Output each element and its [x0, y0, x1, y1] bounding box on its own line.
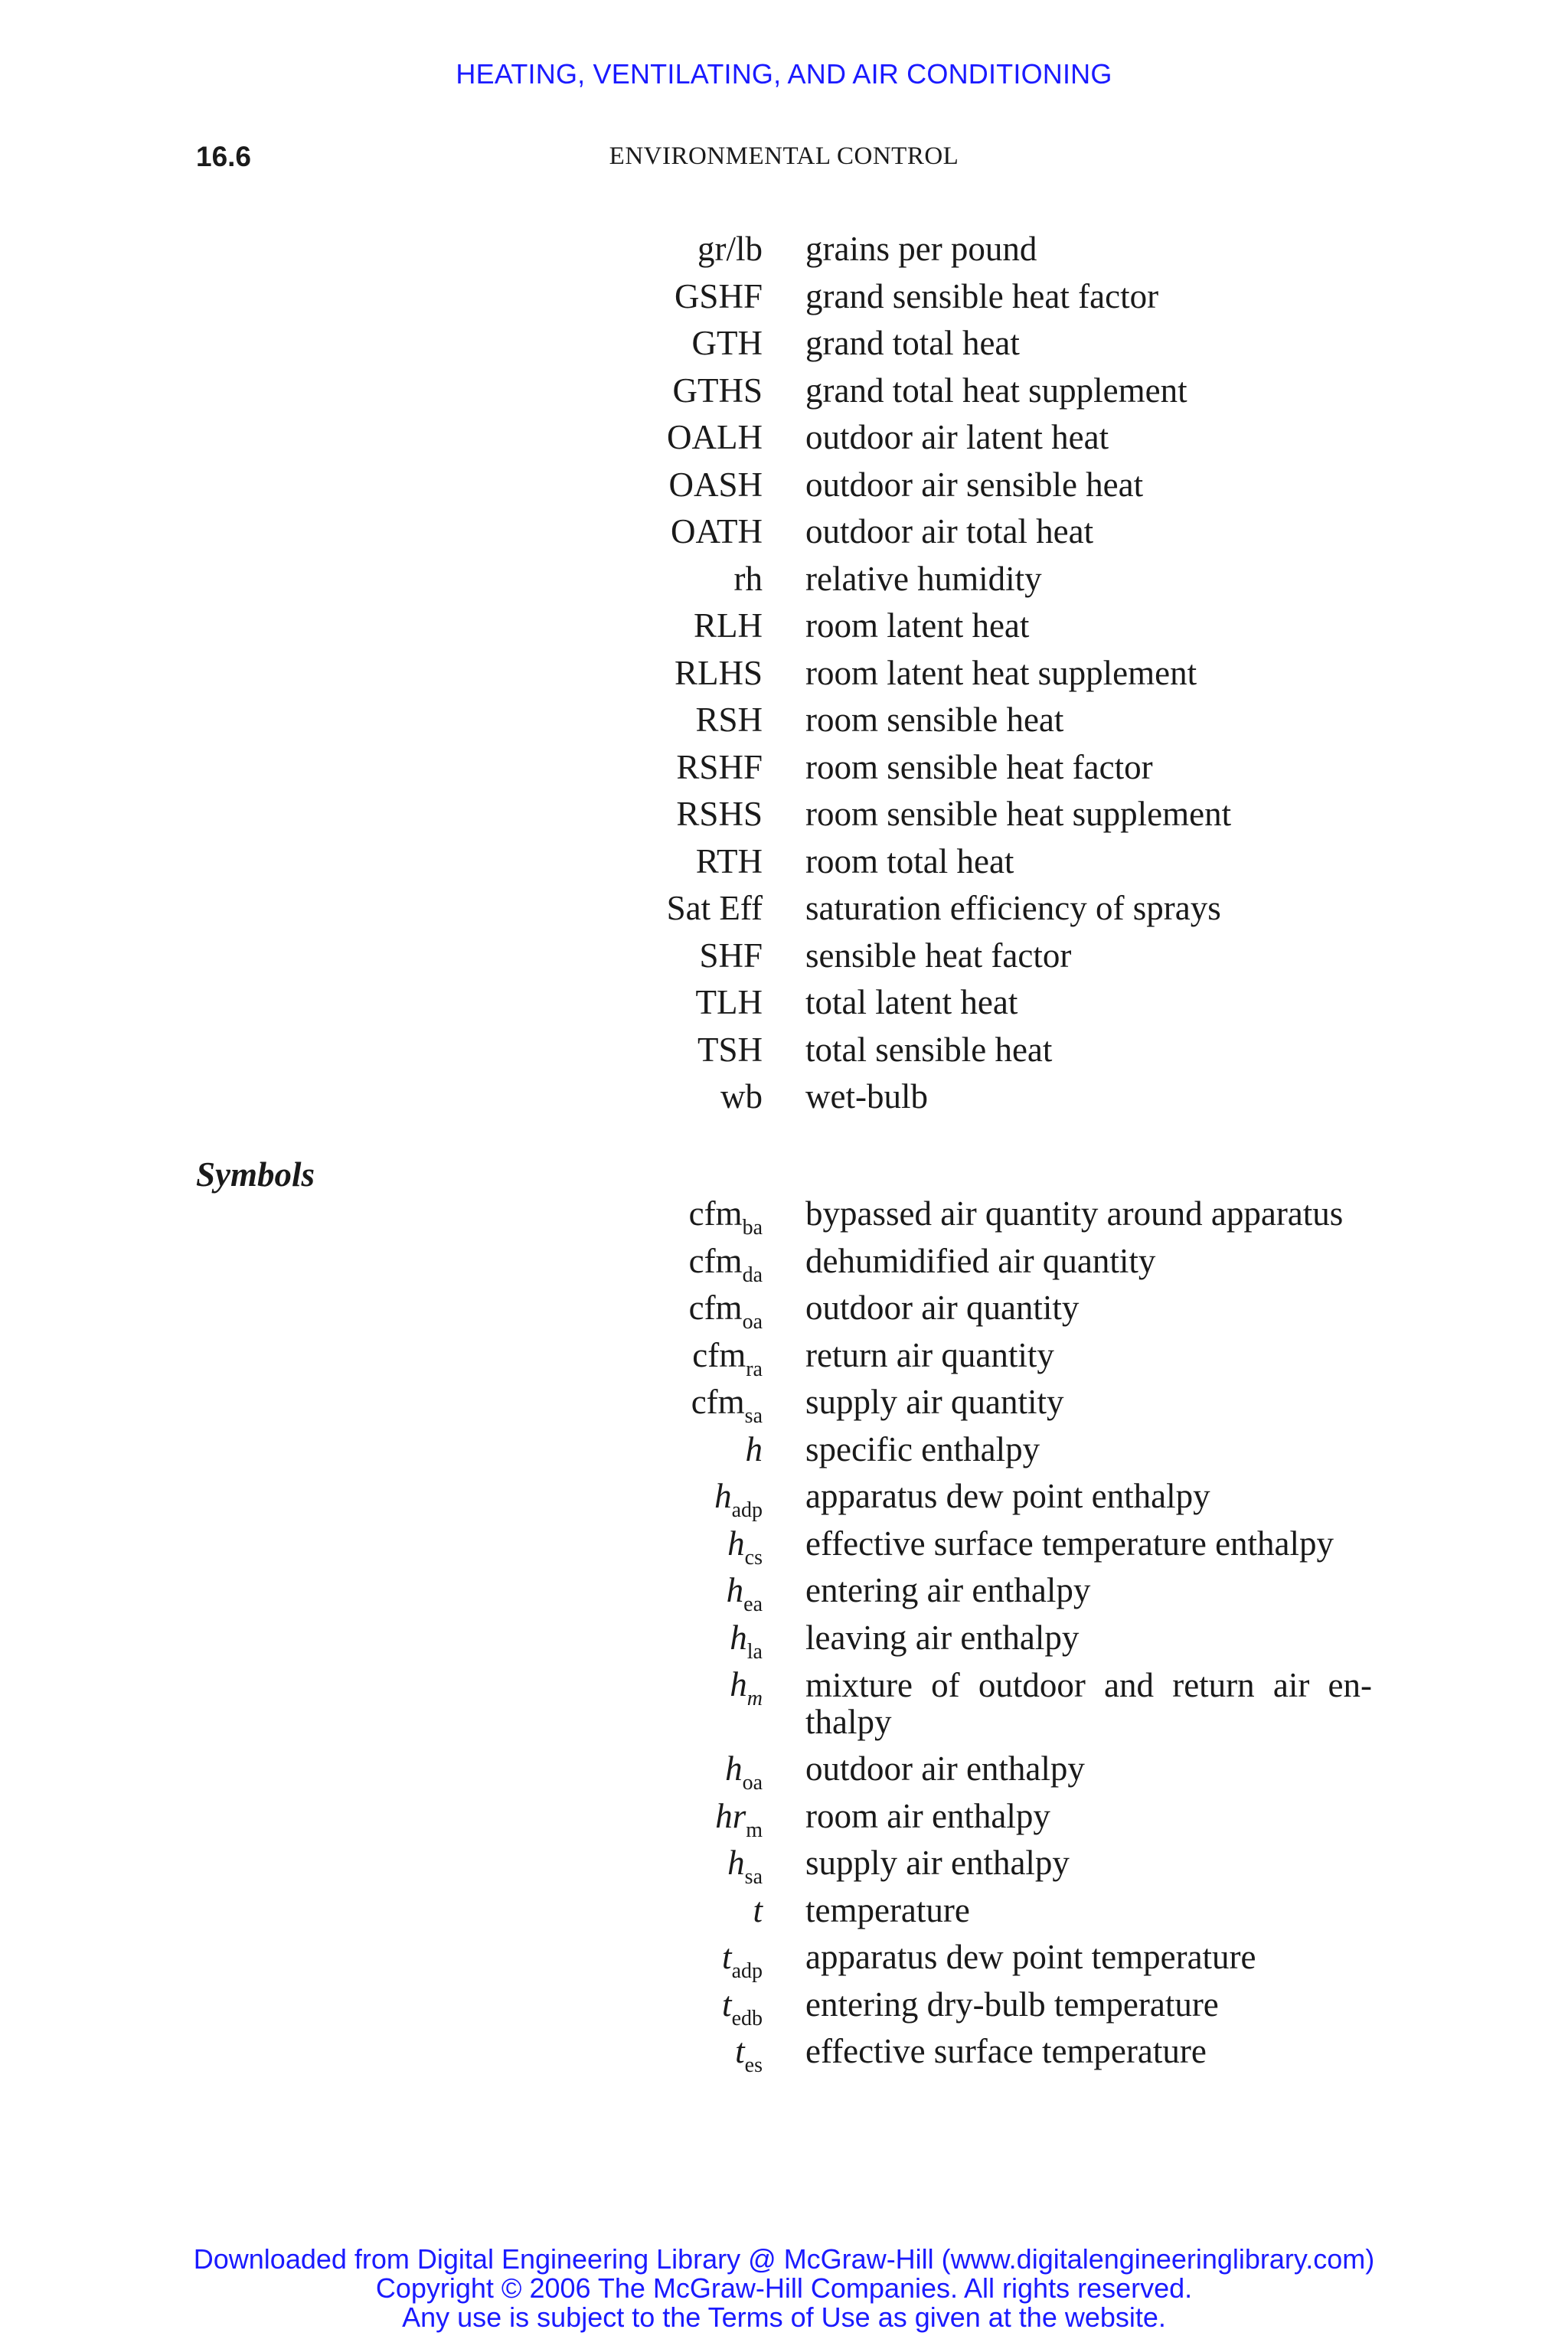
symbol-row: [0, 1934, 1568, 1981]
abbreviation-row: [0, 462, 1568, 509]
symbol-row: [0, 1661, 1568, 1746]
abbreviation-term: gr/lb: [697, 230, 763, 268]
abbreviation-term: OATH: [671, 512, 763, 550]
abbreviation-definition: total sensible heat: [805, 1030, 1053, 1069]
abbreviation-list: [0, 226, 1568, 1121]
symbol-base: h: [725, 1749, 743, 1788]
abbreviation-definition: room latent heat: [805, 606, 1030, 645]
abbreviation-definition: room latent heat supplement: [805, 653, 1197, 692]
symbol-subscript: da: [742, 1263, 763, 1287]
symbol-row: [0, 1615, 1568, 1662]
symbol-term: [725, 1746, 763, 1798]
symbol-subscript: ba: [742, 1216, 763, 1240]
symbol-subscript: oa: [742, 1310, 763, 1334]
abbreviation-definition: grains per pound: [805, 230, 1037, 268]
symbol-base: cfm: [688, 1289, 743, 1327]
symbol-row: [0, 2028, 1568, 2076]
abbreviation-definition: outdoor air total heat: [805, 512, 1094, 550]
abbreviation-definition: outdoor air sensible heat: [805, 465, 1144, 504]
symbol-subscript: adp: [731, 1959, 763, 1983]
symbol-term: [689, 1285, 763, 1337]
symbol-row: [0, 1746, 1568, 1793]
symbol-term: [727, 1567, 763, 1619]
symbol-base: hr: [715, 1796, 746, 1835]
abbreviation-row: [0, 368, 1568, 415]
symbol-subscript: ra: [746, 1357, 763, 1381]
symbol-term: [689, 1238, 763, 1290]
abbreviation-definition: room sensible heat supplement: [805, 795, 1232, 833]
symbol-base: h: [730, 1665, 747, 1704]
symbol-subscript: cs: [744, 1545, 763, 1570]
abbreviation-term: OALH: [667, 418, 763, 456]
symbol-term: [730, 1661, 763, 1713]
abbreviation-definition: grand total heat: [805, 324, 1020, 362]
symbol-term: [727, 1521, 763, 1573]
symbol-term: [722, 1981, 763, 2034]
symbol-row: [0, 1887, 1568, 1935]
symbol-row: [0, 1567, 1568, 1615]
symbol-row: [0, 1332, 1568, 1380]
symbol-definition: entering air enthalpy: [805, 1571, 1091, 1609]
symbol-base: t: [735, 2032, 745, 2070]
symbol-definition: effective surface temperature enthalpy: [805, 1524, 1334, 1563]
symbol-subscript: ea: [743, 1592, 763, 1616]
symbol-definition: return air quantity: [805, 1335, 1054, 1374]
symbol-row: [0, 1426, 1568, 1474]
abbreviation-term: GTH: [691, 324, 763, 362]
copyright-line: Copyright © 2006 The McGraw-Hill Companies. All rights reserved.: [375, 2272, 1193, 2304]
running-head: ENVIRONMENTAL CONTROL: [609, 142, 959, 170]
symbol-definition: specific enthalpy: [805, 1429, 1040, 1468]
symbol-row: [0, 1191, 1568, 1238]
symbol-definition: apparatus dew point enthalpy: [805, 1477, 1210, 1515]
abbreviation-row: [0, 791, 1568, 838]
abbreviation-row: [0, 320, 1568, 368]
abbreviation-definition: wet-bulb: [805, 1077, 928, 1116]
abbreviation-term: TSH: [697, 1030, 763, 1069]
section-heading-symbols: Symbols: [196, 1155, 315, 1194]
abbreviation-definition: grand sensible heat factor: [805, 276, 1159, 315]
symbol-base: h: [745, 1429, 763, 1468]
symbol-term: [722, 1934, 763, 1986]
symbol-definition: room air enthalpy: [805, 1796, 1050, 1835]
abbreviation-row: [0, 697, 1568, 744]
symbol-subscript: sa: [744, 1404, 763, 1428]
symbol-subscript: adp: [731, 1498, 763, 1522]
symbol-term: [715, 1793, 763, 1845]
abbreviation-term: RSHS: [676, 795, 763, 833]
abbreviation-term: RLH: [694, 606, 763, 645]
abbreviation-definition: sensible heat factor: [805, 936, 1072, 975]
symbol-definition: bypassed air quantity around apparatus: [805, 1194, 1344, 1233]
symbol-base: h: [727, 1524, 745, 1563]
symbol-term: [727, 1840, 763, 1892]
abbreviation-row: [0, 414, 1568, 462]
abbreviation-definition: grand total heat supplement: [805, 371, 1187, 410]
abbreviation-row: [0, 1073, 1568, 1121]
abbreviation-term: Sat Eff: [666, 889, 763, 927]
symbol-base: cfm: [688, 1241, 743, 1280]
chapter-title: HEATING, VENTILATING, AND AIR CONDITIONING: [456, 58, 1112, 90]
abbreviation-definition: outdoor air latent heat: [805, 418, 1109, 456]
abbreviation-term: RSHF: [676, 747, 763, 786]
symbol-term: [714, 1473, 763, 1525]
symbol-term: [692, 1332, 763, 1384]
symbol-base: h: [730, 1618, 747, 1657]
abbreviation-definition: room sensible heat: [805, 701, 1064, 739]
abbreviation-row: [0, 979, 1568, 1027]
symbol-base: h: [726, 1571, 744, 1609]
symbol-row: [0, 1285, 1568, 1332]
symbol-definition: temperature: [805, 1890, 970, 1929]
symbol-base: cfm: [692, 1335, 746, 1374]
abbreviation-definition: room total heat: [805, 841, 1014, 880]
symbol-list: [0, 1191, 1568, 2076]
symbol-base: h: [714, 1477, 732, 1515]
abbreviation-term: TLH: [695, 983, 763, 1021]
symbol-subscript: es: [744, 2053, 763, 2077]
abbreviation-term: OASH: [668, 465, 763, 504]
symbol-term: [689, 1191, 763, 1243]
symbol-term: [753, 1887, 763, 1939]
abbreviation-row: [0, 273, 1568, 321]
symbol-row: [0, 1521, 1568, 1568]
abbreviation-term: SHF: [699, 936, 763, 975]
abbreviation-definition: saturation efficiency of sprays: [805, 889, 1221, 927]
download-notice: [0, 2245, 1568, 2332]
symbol-definition: entering dry-bulb temperature: [805, 1984, 1219, 2024]
abbreviation-row: [0, 838, 1568, 886]
symbol-definition: apparatus dew point temperature: [805, 1938, 1256, 1976]
symbol-term: [746, 1426, 763, 1478]
symbol-definition: supply air quantity: [805, 1383, 1064, 1421]
symbol-subscript: m: [746, 1687, 763, 1710]
symbol-subscript: sa: [744, 1865, 763, 1889]
abbreviation-row: [0, 1027, 1568, 1074]
symbol-row: [0, 1473, 1568, 1521]
symbol-definition: mixture of outdoor and return air en- thalpy: [805, 1666, 1372, 1741]
symbol-subscript: edb: [731, 2006, 763, 2030]
symbol-definition: outdoor air enthalpy: [805, 1749, 1085, 1788]
symbol-row: [0, 1840, 1568, 1887]
symbol-base: h: [727, 1844, 745, 1882]
symbol-definition: effective surface temperature: [805, 2032, 1207, 2070]
terms-of-use-line: Any use is subject to the Terms of Use as given at the website.: [402, 2301, 1166, 2333]
symbol-subscript: oa: [742, 1771, 763, 1795]
symbol-row: [0, 1981, 1568, 2029]
symbol-row: [0, 1238, 1568, 1285]
abbreviation-term: RSH: [695, 701, 763, 739]
symbol-base: cfm: [688, 1194, 743, 1233]
symbol-term: [730, 1615, 763, 1667]
symbol-term: [735, 2028, 763, 2080]
symbol-row: [0, 1793, 1568, 1841]
abbreviation-definition: room sensible heat factor: [805, 747, 1153, 786]
symbol-base: t: [753, 1890, 763, 1929]
symbol-subscript: la: [746, 1639, 763, 1664]
abbreviation-row: [0, 933, 1568, 980]
page-number: 16.6: [196, 141, 252, 172]
symbol-definition: dehumidified air quantity: [805, 1241, 1156, 1280]
abbreviation-term: GTHS: [672, 371, 763, 410]
abbreviation-row: [0, 885, 1568, 933]
abbreviation-row: [0, 226, 1568, 273]
abbreviation-row: [0, 744, 1568, 792]
symbol-row: [0, 1379, 1568, 1426]
abbreviation-row: [0, 650, 1568, 697]
abbreviation-term: RLHS: [674, 653, 763, 692]
abbreviation-term: GSHF: [674, 276, 763, 315]
symbol-subscript: m: [746, 1818, 763, 1842]
symbol-base: t: [722, 1984, 732, 2024]
abbreviation-definition: total latent heat: [805, 983, 1018, 1021]
abbreviation-row: [0, 603, 1568, 650]
download-notice-line: Downloaded from Digital Engineering Library @ McGraw-Hill (www.digitalengineeringlibrary.com): [193, 2243, 1375, 2275]
abbreviation-term: RTH: [695, 841, 763, 880]
abbreviation-term: rh: [733, 559, 763, 598]
symbol-base: t: [722, 1938, 732, 1976]
symbol-definition: supply air enthalpy: [805, 1844, 1070, 1882]
symbol-base: cfm: [691, 1383, 745, 1421]
symbol-definition: leaving air enthalpy: [805, 1618, 1080, 1657]
symbol-definition: outdoor air quantity: [805, 1289, 1080, 1327]
abbreviation-definition: relative humidity: [805, 559, 1042, 598]
abbreviation-row: [0, 508, 1568, 556]
abbreviation-row: [0, 556, 1568, 603]
symbol-term: [691, 1379, 763, 1431]
abbreviation-term: wb: [720, 1077, 763, 1116]
